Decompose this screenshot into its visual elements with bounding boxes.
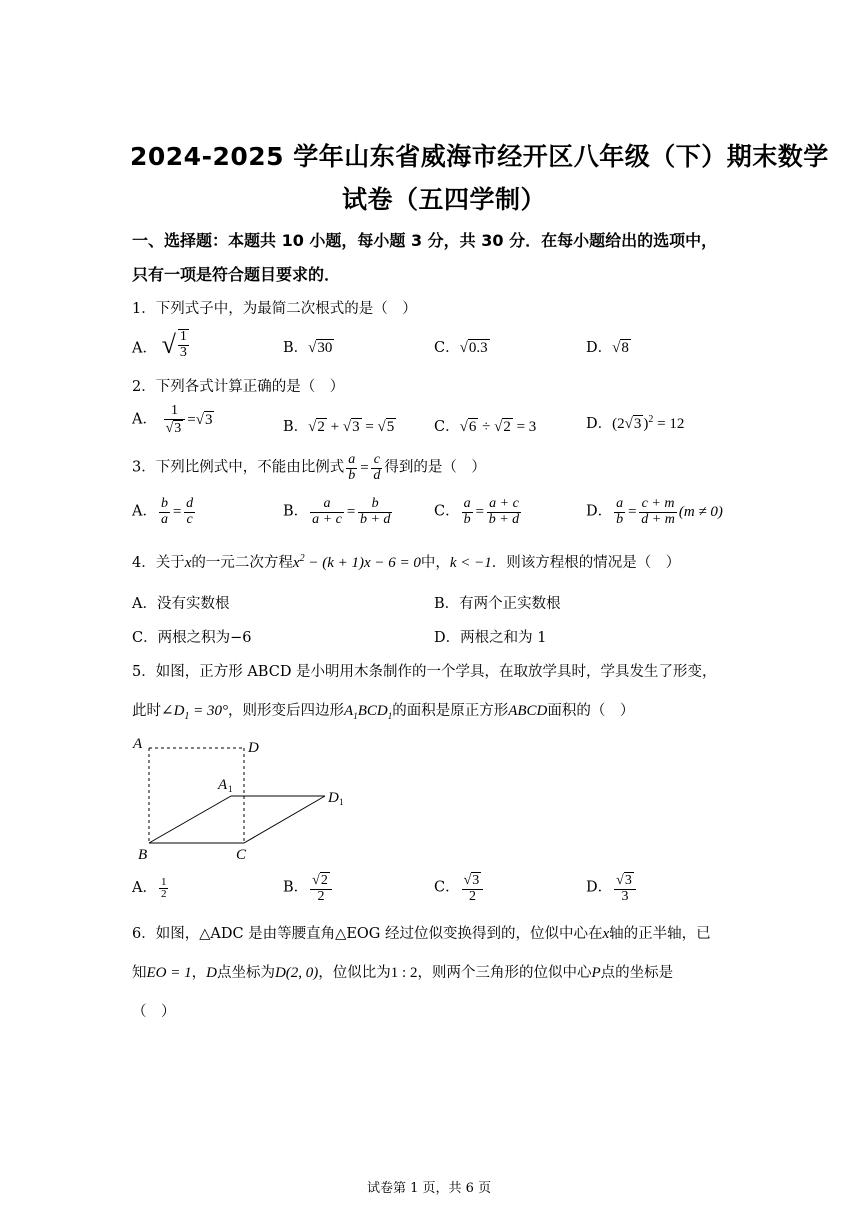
q5-option-a: A． $\frac{1}{2}$ bbox=[132, 875, 167, 901]
q1-option-b: B．√30 bbox=[283, 340, 333, 356]
q4-option-a: A．没有实数根 bbox=[132, 596, 230, 612]
question-6-line1: 6．如图，△ADC 是由等腰直角△EOG 经过位似变换得到的，位似中心在x轴的正半轴，已 bbox=[132, 926, 711, 942]
question-3-stem: 3．下列比例式中，不能由比例式 $\frac{a}{b}$ = $\frac{c}{d}$ 得到的是（ ） bbox=[132, 452, 486, 483]
page-title-line2: 试卷（五四学制） bbox=[342, 185, 547, 214]
q1-option-c: C．√0.3 bbox=[434, 340, 488, 356]
q5-option-b: B． $\frac{√2}{2}$ bbox=[283, 872, 334, 904]
square-abcd bbox=[149, 748, 244, 843]
q3-option-b: B． $\frac{a}{a + c}$ = $\frac{b}{b + d}$ bbox=[283, 496, 391, 527]
q3-option-d: D． $\frac{a}{b}$ = $\frac{c + m}{d + m}$ (m ≠ 0) bbox=[586, 496, 723, 527]
q2-option-d: D．(2√3 )$^2$ = 12 bbox=[586, 414, 685, 432]
label-D: D bbox=[248, 740, 259, 756]
q5-option-c: C． $\frac{√3}{2}$ bbox=[434, 872, 485, 904]
question-5-line1: 5．如图，正方形 ABCD 是小明用木条制作的一个学具，在取放学具时，学具发生了形变， bbox=[132, 664, 717, 680]
q3-option-c: C． $\frac{a}{b}$ = $\frac{a + c}{b + d}$ bbox=[434, 496, 520, 527]
q2-option-a: A． $\frac{1}{√3}$ =√3 bbox=[132, 403, 213, 436]
question-5-line2: 此时$\angle D_1 = 30^\circ$，则形变后四边形$A_1BCD_1$的面积是原正方形ABCD面积的（ ） bbox=[132, 703, 635, 722]
q5-option-d: D． $\frac{√3}{3}$ bbox=[586, 872, 638, 904]
q4-option-b: B．有两个正实数根 bbox=[434, 596, 561, 612]
q2-option-b: B．√2 + √3 = √5 bbox=[283, 419, 395, 435]
section-heading-line2: 只有一项是符合题目要求的． bbox=[132, 265, 341, 284]
q3-option-a: A． $\frac{b}{a}$ = $\frac{d}{c}$ bbox=[132, 496, 194, 527]
page-title-line1: 2024-2025 学年山东省威海市经开区八年级（下）期末数学 bbox=[130, 142, 829, 171]
q4-option-c: C．两根之积为−6 bbox=[132, 630, 252, 646]
section-heading-line1: 一、选择题：本题共 10 小题，每小题 3 分，共 30 分．在每小题给出的选项中， bbox=[132, 231, 718, 250]
label-C: C bbox=[236, 847, 247, 863]
label-A1: A bbox=[218, 777, 228, 793]
q2-option-c: C．√6 ÷ √2 = 3 bbox=[434, 419, 537, 435]
q1-option-d: D．√8 bbox=[586, 340, 629, 356]
q4-option-d: D．两根之和为 1 bbox=[434, 630, 547, 646]
label-B: B bbox=[138, 847, 148, 863]
question-6-line3: （ ） bbox=[132, 1004, 176, 1020]
parallelogram-a1bcd1 bbox=[149, 796, 325, 843]
question-4-stem: 4．关于x的一元二次方程$x^2 - (k + 1)x - 6 = 0$中，k < −1．则该方程根的情况是（ ） bbox=[132, 553, 681, 571]
label-A1-sub: 1 bbox=[228, 784, 233, 794]
label-D1: D bbox=[328, 790, 339, 806]
q5-figure bbox=[130, 732, 360, 867]
q1-option-a: A． √ $\frac{1}{3}$ bbox=[132, 329, 187, 360]
label-A: A bbox=[133, 736, 143, 752]
question-1-stem: 1．下列式子中，为最简二次根式的是（ ） bbox=[132, 301, 417, 317]
page-footer: 试卷第 1 页，共 6 页 bbox=[367, 1181, 492, 1196]
question-2-stem: 2．下列各式计算正确的是（ ） bbox=[132, 379, 345, 395]
label-D1-sub: 1 bbox=[339, 797, 344, 807]
question-6-line2: 知EO = 1，D点坐标为D(2, 0)，位似比为1 : 2，则两个三角形的位似中心P点的坐标是 bbox=[132, 965, 674, 981]
